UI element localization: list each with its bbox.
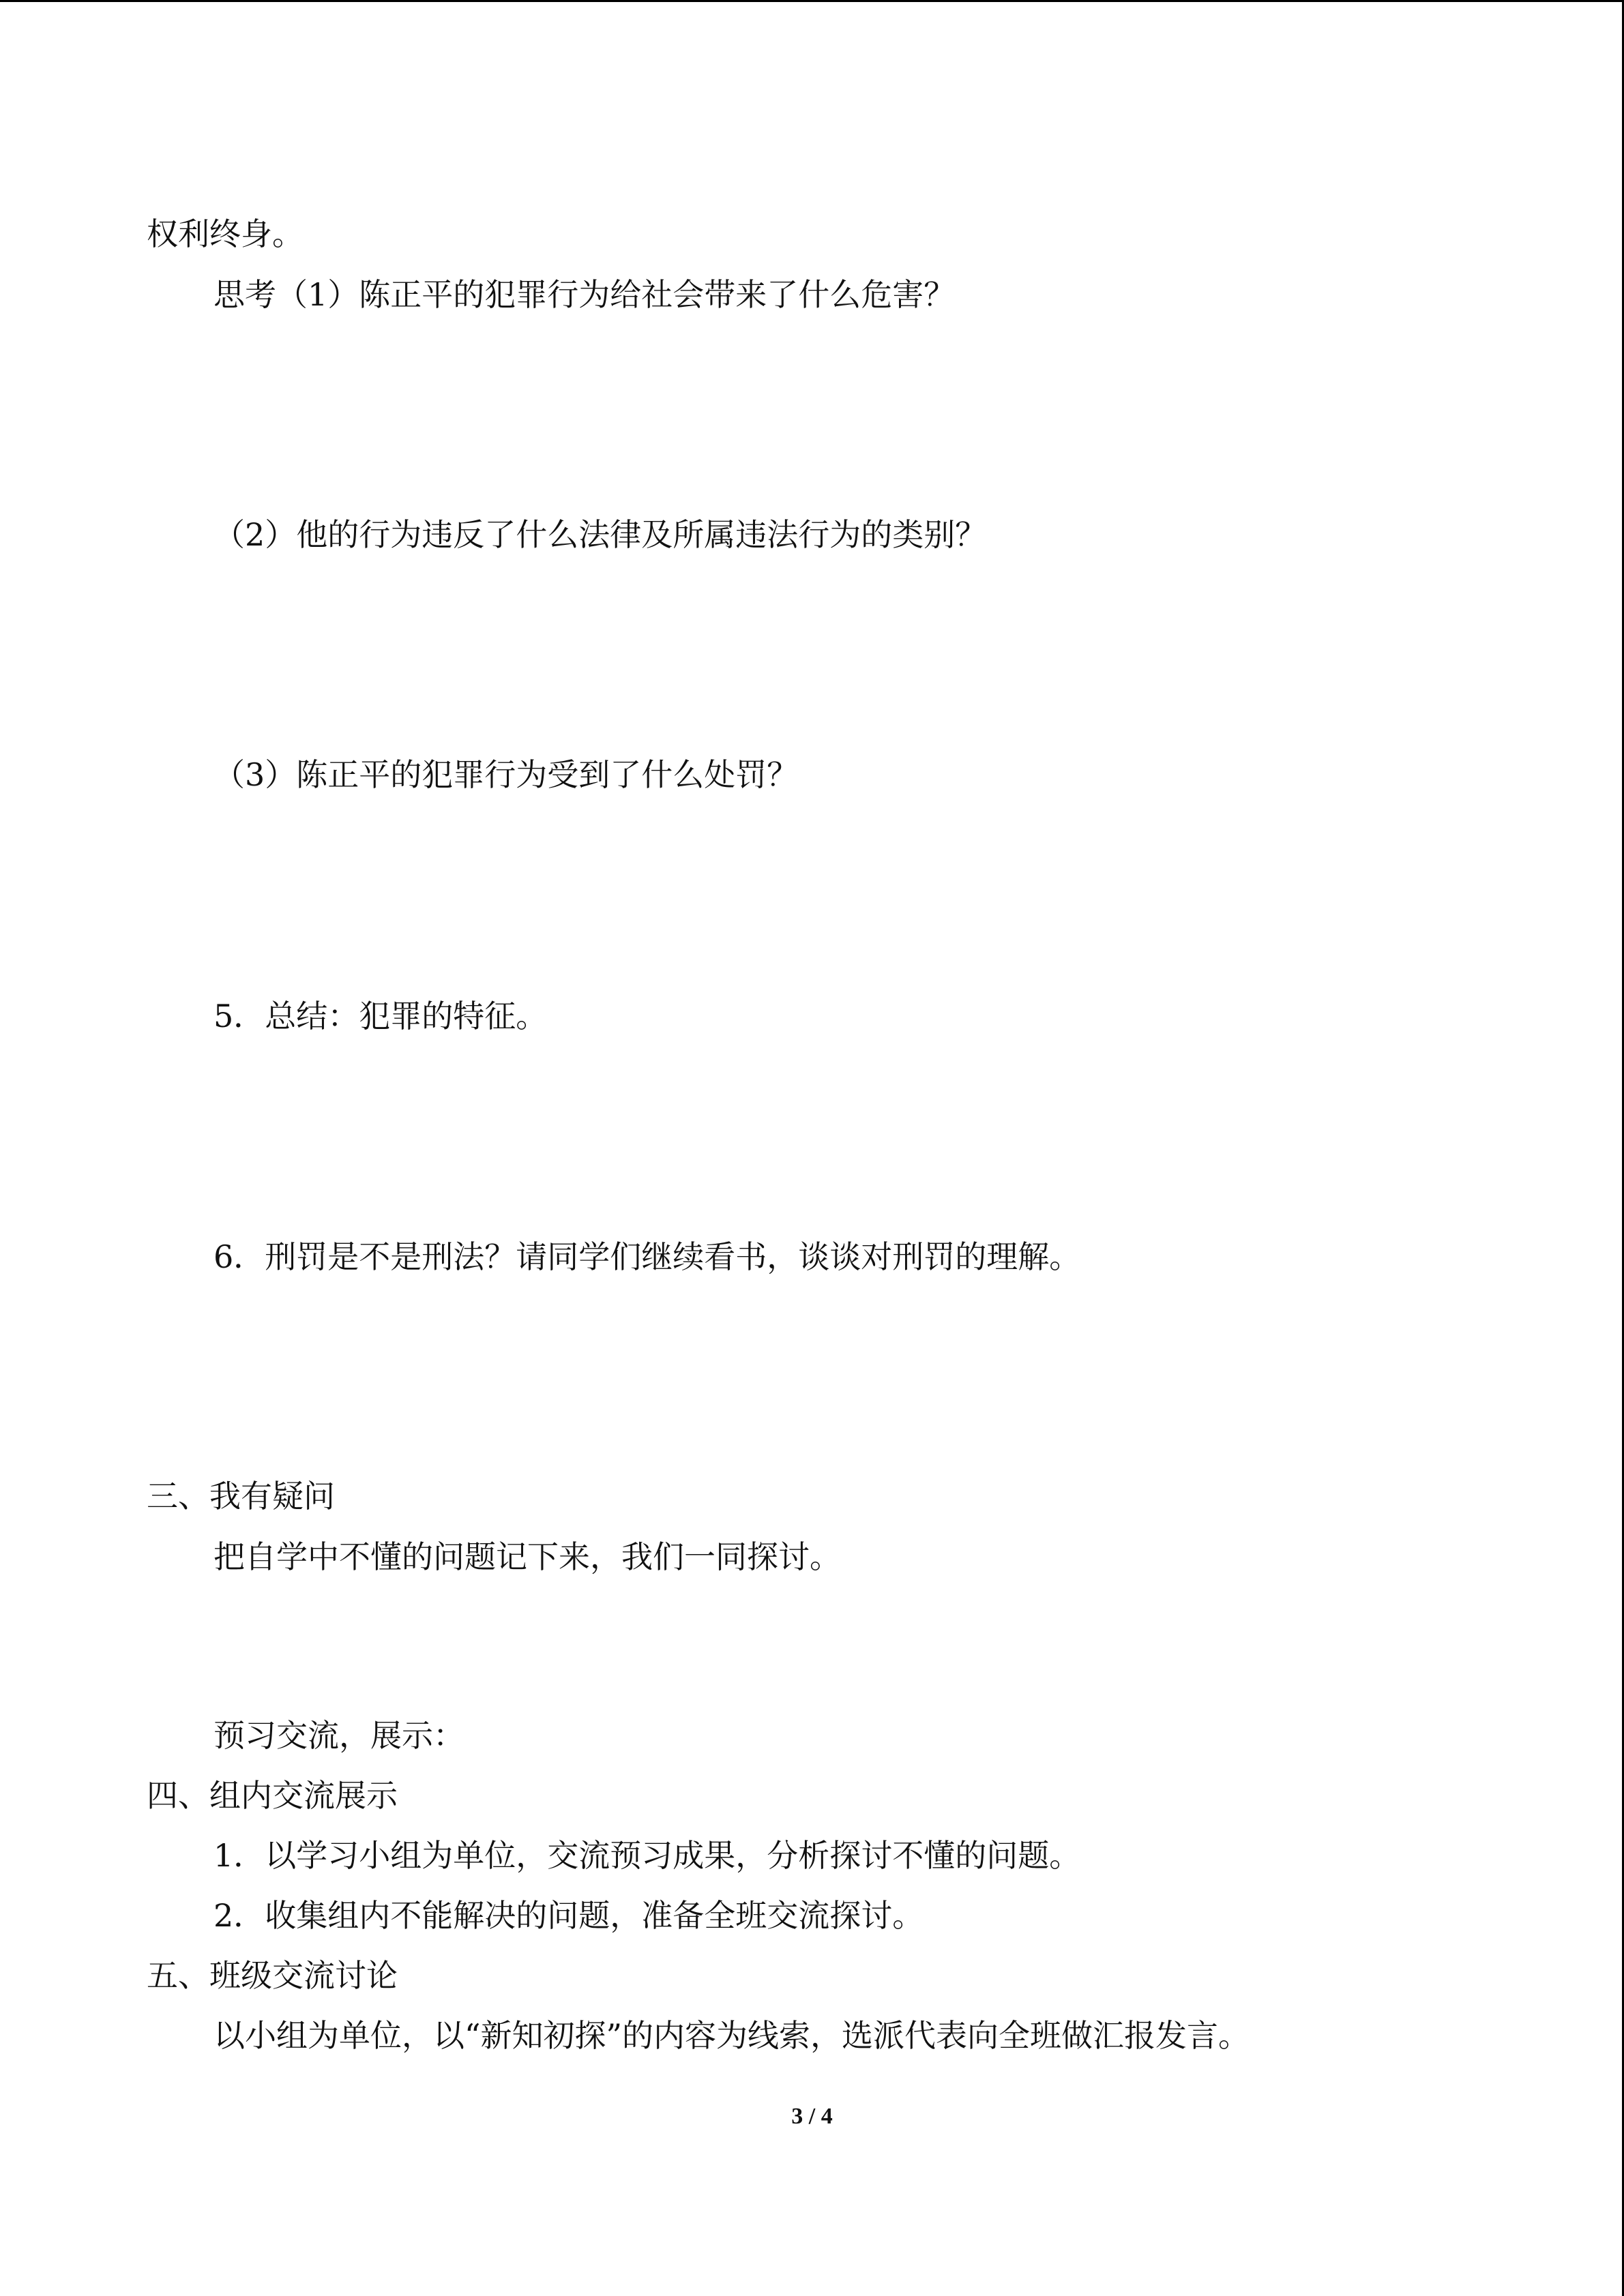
text-line-continuation: 权利终身。 [147, 215, 304, 252]
page-number: 3 / 4 [791, 2104, 833, 2129]
section-5-heading: 五、班级交流讨论 [147, 1957, 398, 1994]
section-5-instruction: 以小组为单位，以“新知初探”的内容为线索，选派代表向全班做汇报发言。 [213, 2017, 1250, 2054]
section-4-item-2: 2．收集组内不能解决的问题，准备全班交流探讨。 [213, 1897, 924, 1934]
item-6-question: 6．刑罚是不是刑法？请同学们继续看书，谈谈对刑罚的理解。 [213, 1238, 1081, 1275]
page-border-top [0, 0, 1624, 2]
section-3-heading: 三、我有疑问 [147, 1478, 335, 1515]
preview-exchange-label: 预习交流，展示： [213, 1717, 464, 1754]
section-3-instruction: 把自学中不懂的问题记下来，我们一同探讨。 [213, 1538, 841, 1575]
section-4-heading: 四、组内交流展示 [147, 1777, 398, 1814]
section-4-item-1: 1．以学习小组为单位，交流预习成果，分析探讨不懂的问题。 [213, 1837, 1081, 1874]
question-2: （2）他的行为违反了什么法律及所属违法行为的类别？ [213, 516, 987, 553]
question-1: 思考（1）陈正平的犯罪行为给社会带来了什么危害？ [213, 276, 956, 313]
item-5-summary: 5．总结：犯罪的特征。 [213, 998, 548, 1034]
question-3: （3）陈正平的犯罪行为受到了什么处罚？ [213, 756, 799, 793]
